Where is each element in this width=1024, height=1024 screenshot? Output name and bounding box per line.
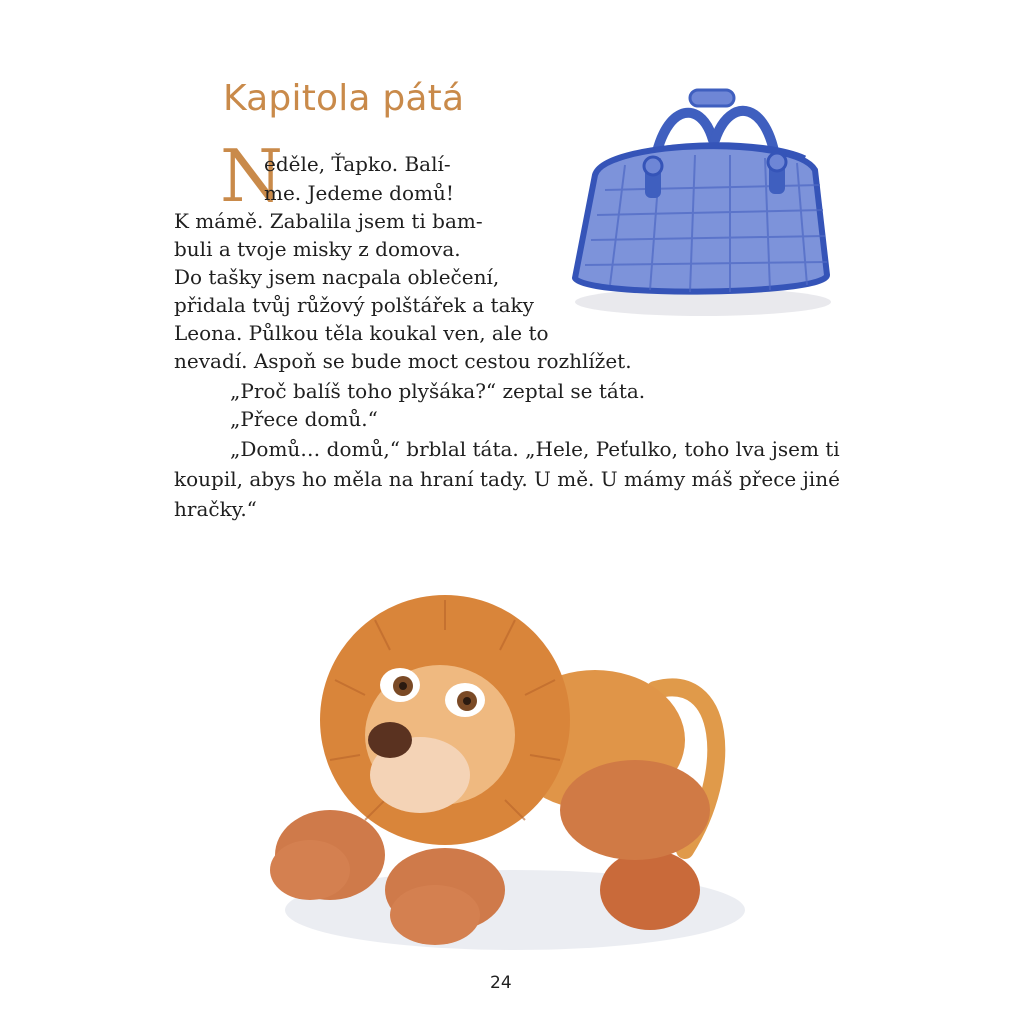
text-line: K mámě. Zabalila jsem ti bam- bbox=[174, 209, 483, 233]
plush-lion-illustration bbox=[255, 570, 755, 965]
travel-bag-illustration bbox=[565, 80, 835, 325]
drop-cap: N bbox=[220, 134, 283, 218]
text-line: přidala tvůj růžový polštářek a taky bbox=[174, 293, 534, 317]
text-line: eděle, Ťapko. Balí- bbox=[264, 152, 451, 176]
text-line: Do tašky jsem nacpala oblečení, bbox=[174, 265, 500, 289]
page-number: 24 bbox=[490, 973, 512, 993]
text-line: hračky.“ bbox=[174, 497, 257, 521]
chapter-title: Kapitola pátá bbox=[223, 78, 465, 119]
text-line: „Domů… domů,“ brblal táta. „Hele, Peťulko, toho lva jsem ti bbox=[230, 437, 840, 461]
text-line: koupil, abys ho měla na hraní tady. U mě. U mámy máš přece jiné bbox=[174, 467, 840, 491]
text-line: „Proč balíš toho plyšáka?“ zeptal se táta. bbox=[230, 379, 646, 403]
text-line: buli a tvoje misky z domova. bbox=[174, 237, 461, 261]
text-line: nevadí. Aspoň se bude moct cestou rozhlížet. bbox=[174, 349, 632, 373]
text-line: „Přece domů.“ bbox=[230, 407, 378, 431]
text-line: Leona. Půlkou těla koukal ven, ale to bbox=[174, 321, 549, 345]
text-line: me. Jedeme domů! bbox=[264, 181, 454, 205]
